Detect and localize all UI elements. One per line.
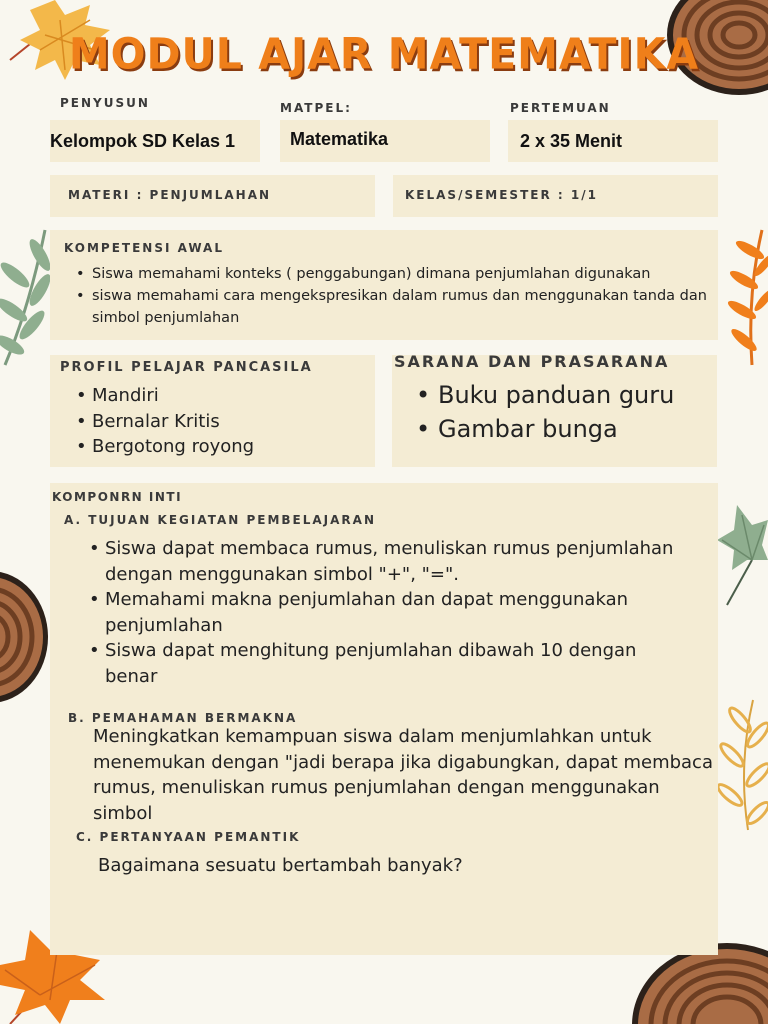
inti-a-label: A. TUJUAN KEGIATAN PEMBELAJARAN [64,513,376,527]
list-item: • Siswa memahami konteks ( penggabungan) dimana penjumlahan digunakan [76,263,711,285]
list-item: • Buku panduan guru [416,378,674,412]
list-item: • Mandiri [76,383,254,409]
tujuan-list [89,536,689,689]
green-leaf-icon [712,505,768,610]
pemahaman-text: Meningkatkan kemampuan siswa dalam menjumlahkan untuk menemukan dengan "jadi berapa jika digabungkan, dapat membaca rumus, menuliskan rumus penjumlahan dengan menggunakan simbol [93,726,713,824]
profil-label: PROFIL PELAJAR PANCASILA [60,360,313,375]
profil-list [76,383,254,460]
sarana-list [416,378,674,446]
list-item: • Siswa dapat membaca rumus, menuliskan rumus penjumlahan dengan menggunakan simbol "+", "=". [89,536,689,587]
kelas-label: KELAS/SEMESTER : 1/1 [405,188,598,202]
penyusun-label: PENYUSUN [60,96,150,110]
page-title: MODUL AJAR MATEMATIKA [68,28,700,80]
wood-slice-icon [0,570,50,705]
list-item: • Siswa dapat menghitung penjumlahan dibawah 10 dengan benar [89,638,689,689]
list-item: • Gambar bunga [416,412,674,446]
list-item: • siswa memahami cara mengekspresikan dalam rumus dan menggunakan tanda dan simbol penjumlahan [76,285,711,329]
matpel-label: MATPEL: [280,101,352,115]
fern-icon [0,225,55,370]
kompetensi-label: KOMPETENSI AWAL [64,241,224,255]
inti-label: KOMPONRN INTI [52,490,183,504]
inti-b-label: B. PEMAHAMAN BERMAKNA [68,711,298,725]
fern-icon [718,695,768,835]
pertemuan-label: PERTEMUAN [510,101,611,115]
pertanyaan-text: Bagaimana sesuatu bertambah banyak? [98,855,463,876]
penyusun-value: Kelompok SD Kelas 1 [50,131,236,151]
orange-leaf-icon [722,225,768,370]
list-item: • Bernalar Kritis [76,409,254,435]
materi-label: MATERI : PENJUMLAHAN [68,188,272,202]
sarana-label: SARANA DAN PRASARANA [394,352,670,371]
pertemuan-value: 2 x 35 Menit [520,131,623,151]
matpel-value: Matematika [290,129,389,149]
list-item: • Bergotong royong [76,434,254,460]
list-item: • Memahami makna penjumlahan dan dapat menggunakan penjumlahan [89,587,689,638]
kompetensi-list [76,263,711,329]
inti-c-label: C. PERTANYAAN PEMANTIK [76,830,301,844]
